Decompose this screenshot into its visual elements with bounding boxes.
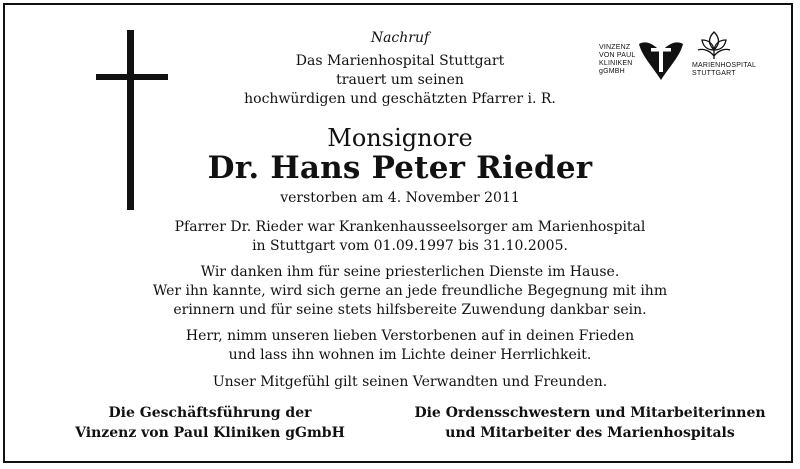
paragraph-thanks xyxy=(130,263,690,320)
date-of-death: verstorben am 4. November 2011 xyxy=(280,190,520,206)
signature-management xyxy=(60,403,360,443)
heart-cross-logo-icon xyxy=(636,36,686,82)
logo-line: MARIENHOSPITAL xyxy=(692,62,757,69)
paragraph-prayer xyxy=(130,327,690,365)
text-line: und lass ihn wohnen im Lichte deiner Herrlichkeit. xyxy=(228,347,592,363)
paragraph-condolence xyxy=(130,373,690,392)
intro-line: Das Marienhospital Stuttgart xyxy=(295,53,505,69)
signature-line: Vinzenz von Paul Kliniken gGmbH xyxy=(75,425,345,441)
leaf-logo-icon xyxy=(694,30,734,60)
intro-line: trauert um seinen xyxy=(336,72,464,88)
logo-line: VINZENZ xyxy=(599,44,631,51)
signature-line: Die Ordensschwestern und Mitarbeiterinnen xyxy=(414,405,766,421)
paragraph-service xyxy=(130,218,690,256)
text-line: Wer ihn kannte, wird sich gerne an jede freundliche Begegnung mit ihm xyxy=(152,283,668,299)
logo-line: STUTTGART xyxy=(692,70,736,77)
text-line: Wir danken ihm für seine priesterlichen Dienste im Hause. xyxy=(200,264,620,280)
signature-staff xyxy=(395,403,785,443)
text-line: Unser Mitgefühl gilt seinen Verwandten und Freunden. xyxy=(212,374,608,390)
intro-block xyxy=(150,52,650,109)
logo-line: KLINIKEN xyxy=(599,60,633,67)
signature-line: Die Geschäftsführung der xyxy=(108,405,312,421)
text-line: erinnern und für seine stets hilfsbereite Zuwendung dankbar sein. xyxy=(173,302,647,318)
logo-line: VON PAUL xyxy=(599,52,636,59)
text-line: Herr, nimm unseren lieben Verstorbenen auf in deinen Frieden xyxy=(185,328,635,344)
logo-line: gGMBH xyxy=(599,68,625,75)
heading: Nachruf xyxy=(370,30,430,46)
signature-line: und Mitarbeiter des Marienhospitals xyxy=(445,425,735,441)
honorific-title: Monsignore xyxy=(327,124,473,152)
deceased-name: Dr. Hans Peter Rieder xyxy=(207,150,593,186)
text-line: in Stuttgart vom 01.09.1997 bis 31.10.2005. xyxy=(252,238,568,254)
text-line: Pfarrer Dr. Rieder war Krankenhausseelsorger am Marienhospital xyxy=(174,219,646,235)
intro-line: hochwürdigen und geschätzten Pfarrer i. R. xyxy=(244,91,556,107)
marienhospital-logo-text xyxy=(692,62,782,78)
